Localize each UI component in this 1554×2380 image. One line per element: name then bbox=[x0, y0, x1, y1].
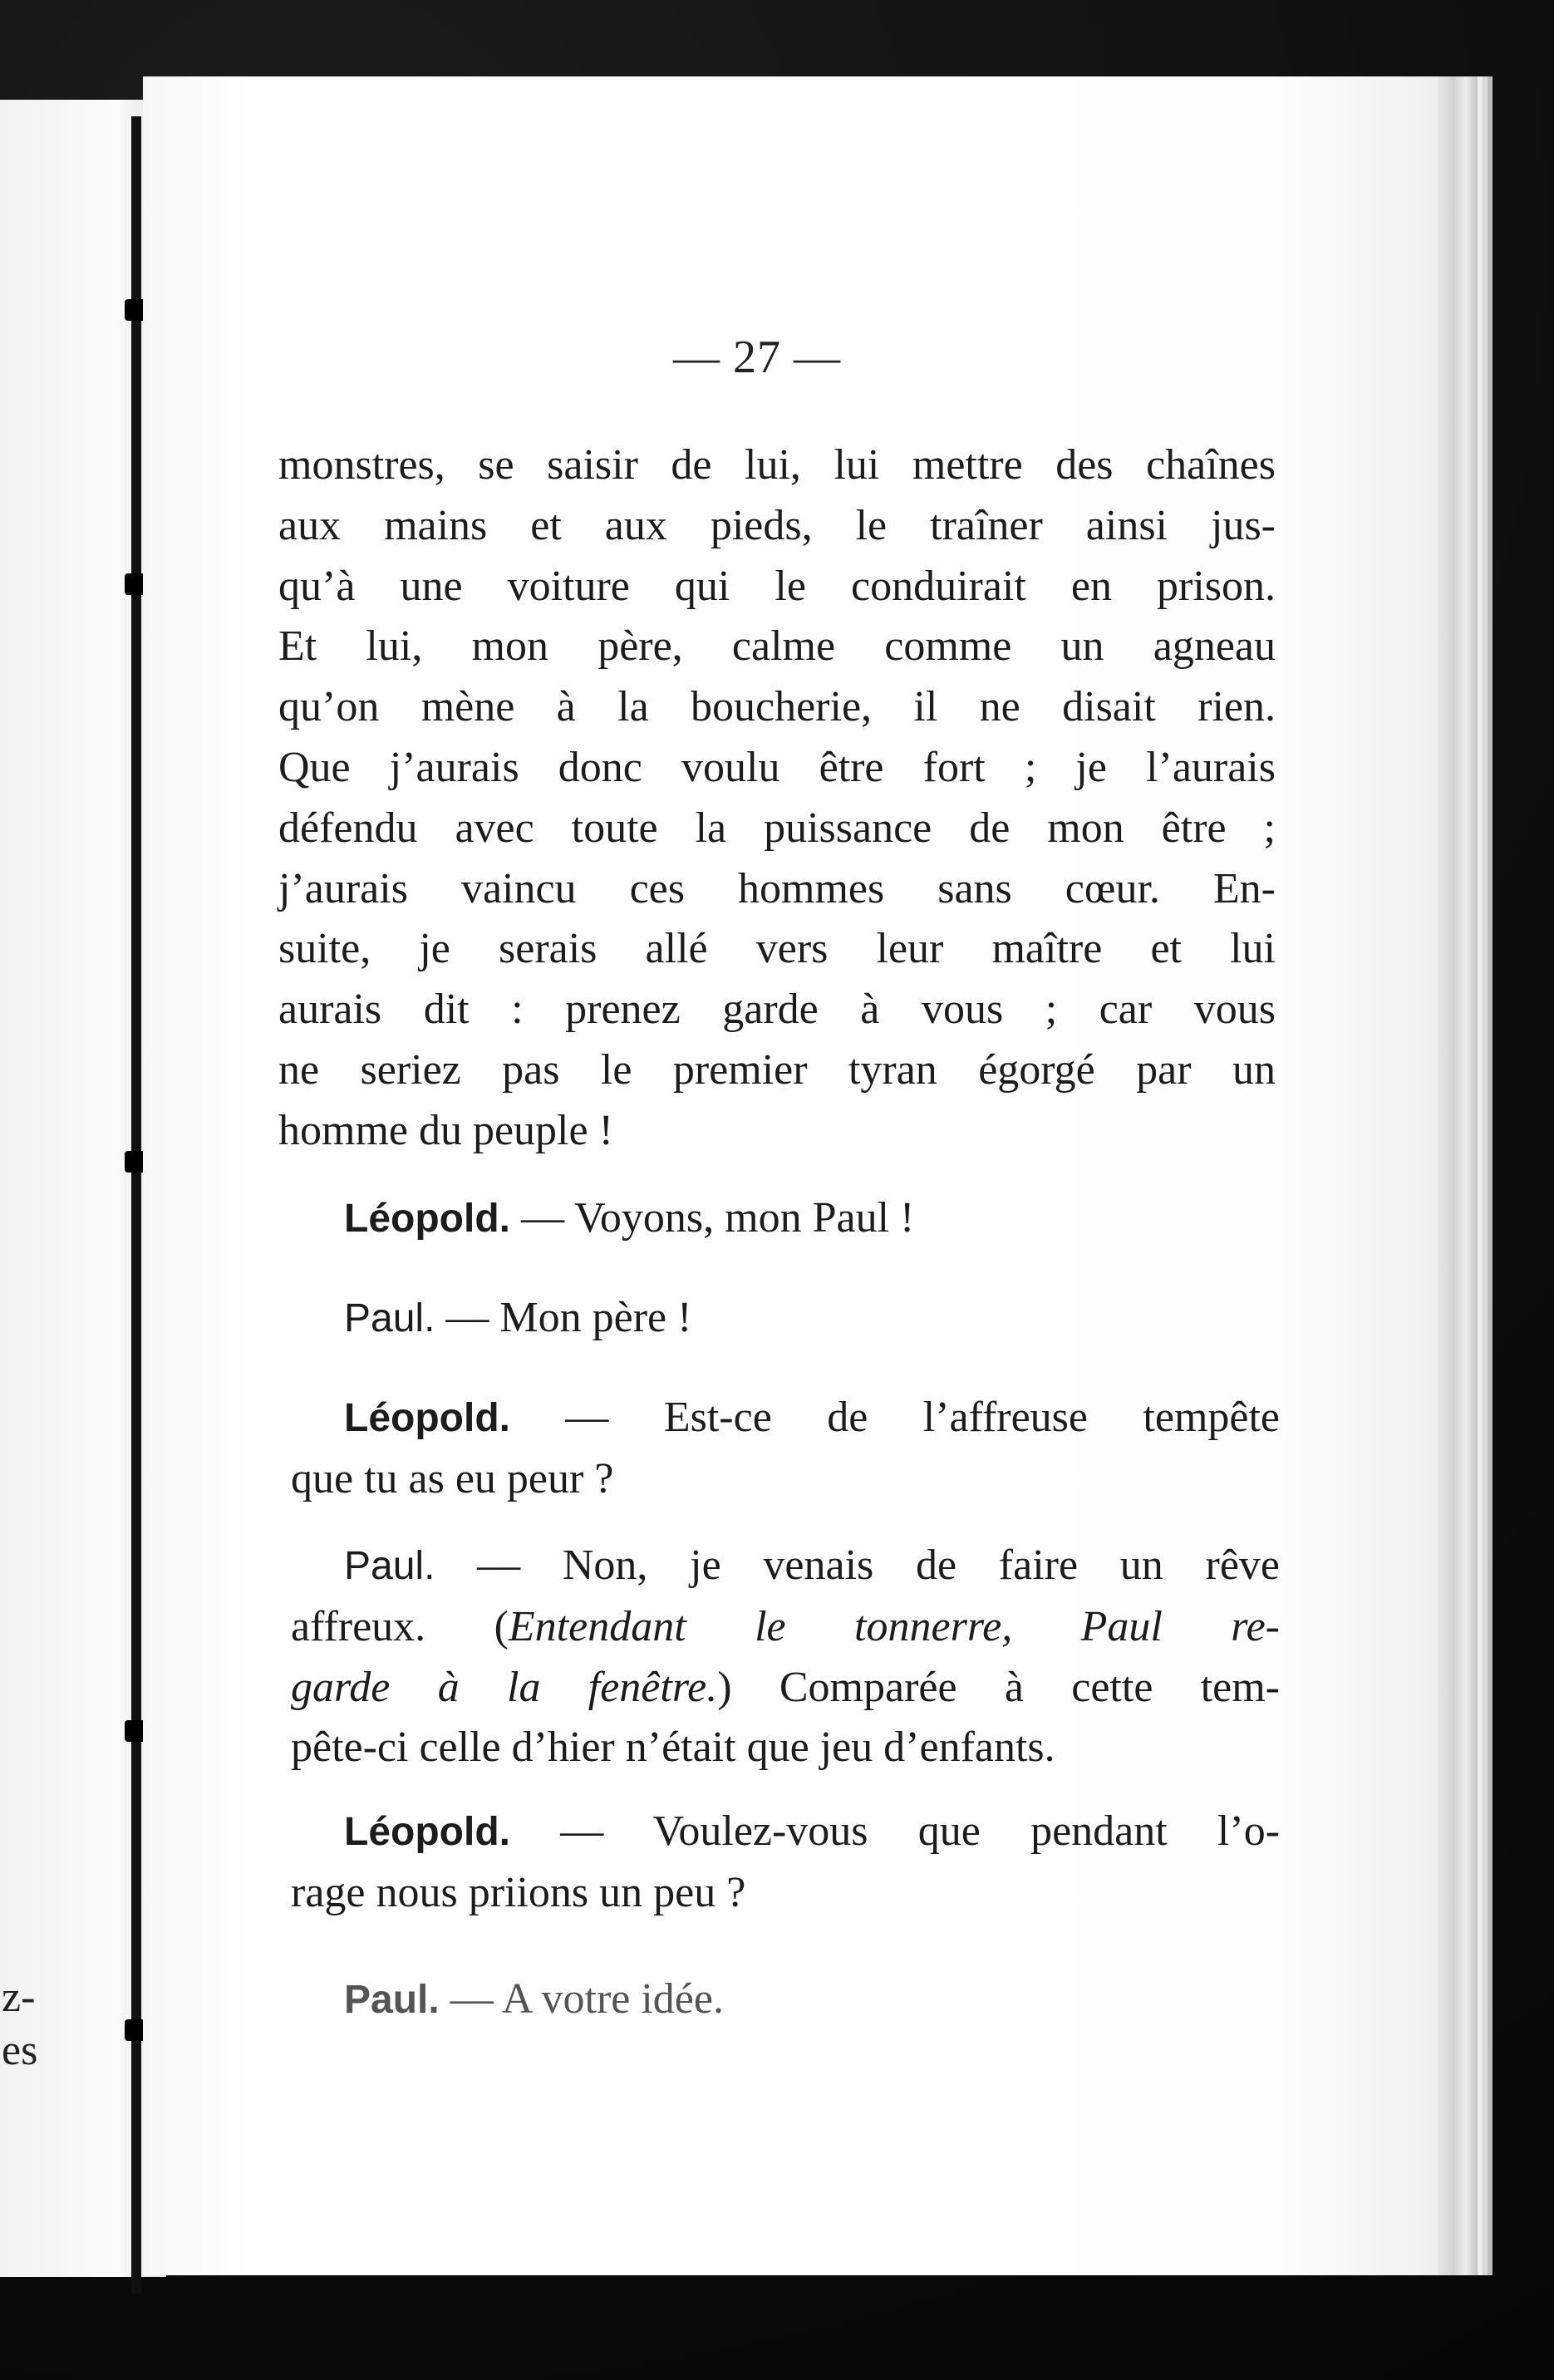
dialogue-text: — Est-ce de l’affreuse tempête bbox=[565, 1394, 1280, 1441]
dialogue-text: — Non, je venais de faire un rêve bbox=[477, 1542, 1280, 1589]
dialogue-entry bbox=[291, 1802, 1280, 1924]
speaker-name: Léopold. bbox=[344, 1197, 510, 1241]
speaker-name: Léopold. bbox=[344, 1810, 510, 1854]
paragraph-line: j’aurais vaincu ces hommes sans cœur. En- bbox=[278, 864, 1276, 912]
paragraph-line: monstres, se saisir de lui, lui mettre des chaînes bbox=[278, 441, 1276, 489]
paragraph-line: suite, je serais allé vers leur maître et lui bbox=[278, 925, 1276, 973]
dialogue-line: pête-ci celle d’hier n’était que jeu d’enfants. bbox=[291, 1724, 1055, 1772]
dialogue-text: — Voyons, mon Paul ! bbox=[520, 1194, 915, 1242]
left-page-fragment-2: es bbox=[2, 2027, 38, 2074]
dialogue-entry bbox=[291, 1188, 1280, 1250]
paragraph-line: homme du peuple ! bbox=[278, 1106, 613, 1154]
narrative-paragraph bbox=[278, 435, 1276, 1162]
page-number: — 27 — bbox=[673, 332, 841, 383]
dialogue-entry bbox=[291, 1388, 1280, 1510]
dialogue-entry bbox=[291, 1536, 1280, 1778]
dialogue-text: — A votre idée. bbox=[450, 1975, 724, 2023]
dialogue-entry bbox=[291, 1969, 1280, 2031]
book-page bbox=[143, 76, 1483, 2275]
left-page-fragment-1: z- bbox=[2, 1974, 36, 2021]
dialogue-text: ) Comparée à cette tem- bbox=[717, 1663, 1281, 1711]
page-stack-edge bbox=[1438, 76, 1478, 2275]
paragraph-line: aux mains et aux pieds, le traîner ainsi jus- bbox=[278, 501, 1276, 549]
speaker-name: Paul. bbox=[344, 1544, 435, 1588]
speaker-name: Paul. bbox=[344, 1296, 435, 1340]
dialogue-line bbox=[291, 1536, 1280, 1597]
dialogue-entry bbox=[291, 1288, 1280, 1350]
paragraph-line: qu’on mène à la boucherie, il ne disait rien. bbox=[278, 683, 1276, 731]
binding-thread bbox=[131, 116, 141, 2294]
paragraph-line: aurais dit : prenez garde à vous ; car vous bbox=[278, 986, 1276, 1034]
stage-direction: garde à la fenêtre. bbox=[291, 1663, 718, 1711]
dialogue-line bbox=[291, 1658, 1280, 1719]
paragraph-line: ne seriez pas le premier tyran égorgé par un bbox=[278, 1045, 1276, 1094]
speaker-name: Léopold. bbox=[344, 1396, 510, 1440]
dialogue-text: affreux. ( bbox=[291, 1602, 509, 1650]
dialogue-line bbox=[291, 1597, 1280, 1658]
dialogue-line bbox=[291, 1969, 1280, 2031]
left-page-edge bbox=[0, 100, 166, 2277]
dialogue-line bbox=[291, 1288, 1280, 1350]
dialogue-text: — Mon père ! bbox=[445, 1294, 692, 1341]
paragraph-line: défendu avec toute la puissance de mon être ; bbox=[278, 804, 1276, 852]
dialogue-line bbox=[291, 1388, 1280, 1449]
paragraph-line: Que j’aurais donc voulu être fort ; je l’aurais bbox=[278, 743, 1276, 791]
speaker-name: Paul. bbox=[344, 1978, 440, 2022]
paragraph-line: Et lui, mon père, calme comme un agneau bbox=[278, 622, 1276, 671]
paragraph-line: qu’à une voiture qui le conduirait en prison. bbox=[278, 562, 1276, 610]
stage-direction: Entendant le tonnerre, Paul re- bbox=[508, 1602, 1280, 1650]
dialogue-line bbox=[291, 1188, 1280, 1250]
dialogue-line bbox=[291, 1802, 1280, 1863]
dialogue-text: — Voulez-vous que pendant l’o- bbox=[560, 1807, 1281, 1855]
dialogue-line: que tu as eu peur ? bbox=[291, 1454, 614, 1502]
dialogue-line: rage nous priions un peu ? bbox=[291, 1868, 746, 1916]
